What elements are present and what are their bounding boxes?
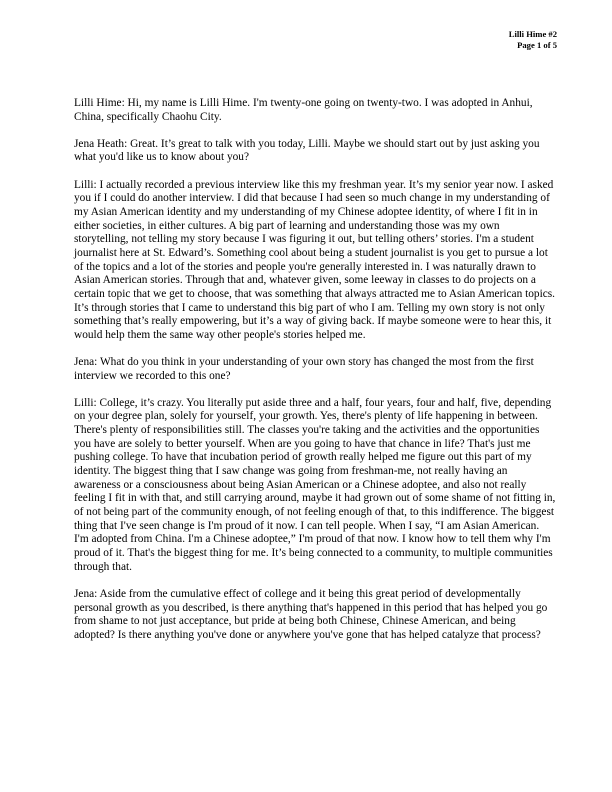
page-header bbox=[509, 29, 557, 51]
transcript-paragraph-answer-1: Lilli: I actually recorded a previous interview like this my freshman year. It’s my senior year now. I asked you if I could do another interview. I did that because I had seen so much change in my understanding of my Asian American identity and my understanding of my Chinese adoptee identity, of where I fit in in either societies, in either cultures. A big part of learning and understanding those was my own storytelling, not telling my story because I was figuring it out, but telling others’ stories. I'm a student journalist here at St. Edward’s. Something cool about being a student journalist is you get to pursue a lot of the topics and a lot of the stories and people you're generally interested in. I was naturally drawn to Asian American stories. Through that and, whatever given, some leeway in classes to do projects on a certain topic that we get to choose, that was something that always attracted me to Asian American topics. It’s through stories that I came to understand this big part of who I am. Telling my own story is not only something that’s really empowering, but it’s a way of giving back. If maybe someone were to hear this, it would help them the same way other people's stories helped me. bbox=[74, 178, 556, 341]
header-title: Lilli Hime #2 bbox=[508, 29, 557, 39]
transcript-paragraph-answer-2: Lilli: College, it’s crazy. You literally put aside three and a half, four years, four and half, five, depending on your degree plan, solely for yourself, your growth. Yes, there's plenty of life happening in between. There's plenty of responsibilities still. The classes you're taking and the activities and the opportunities you have are solely to better yourself. When are you going to have that chance in life? That's just me pushing college. To have that incubation period of growth really helped me figure out this part of my identity. The biggest thing that I saw change was going from freshman-me, not really having an awareness or a consciousness about being Asian American or a Chinese adoptee, and also not really feeling I fit in with that, and still carrying around, maybe it had grown out of some shame of not fitting in, of not being part of the community enough, of not feeling enough of that, to this indifference. The biggest thing that I've seen change is I'm proud of it now. I can tell people. When I say, “I am Asian American. I'm adopted from China. I'm a Chinese adoptee,” I'm proud of that now. I know how to tell them why I'm proud of it. That's the biggest thing for me. It’s being connected to a community, to multiple communities through that. bbox=[74, 396, 556, 573]
transcript-paragraph-question-3: Jena: Aside from the cumulative effect of college and it being this great period of developmentally personal growth as you described, is there anything that's happened in this period that has helped you go from shame to not just acceptance, but pride at being both Chinese, Chinese American, and being adopted? Is there anything you've done or anywhere you've gone that has helped catalyze that process? bbox=[74, 587, 548, 641]
header-page-number: Page 1 of 5 bbox=[517, 40, 557, 50]
transcript-paragraph-question-2: Jena: What do you think in your understanding of your own story has changed the most from the first interview we recorded to this one? bbox=[74, 356, 534, 382]
transcript-body bbox=[74, 97, 556, 656]
transcript-paragraph-intro: Lilli Hime: Hi, my name is Lilli Hime. I'm twenty-one going on twenty-two. I was adopted in Anhui, China, specifically Chaohu City. bbox=[74, 97, 533, 123]
transcript-paragraph-question-1: Jena Heath: Great. It’s great to talk with you today, Lilli. Maybe we should start out by just asking you what you'd like us to know about you? bbox=[74, 137, 540, 164]
